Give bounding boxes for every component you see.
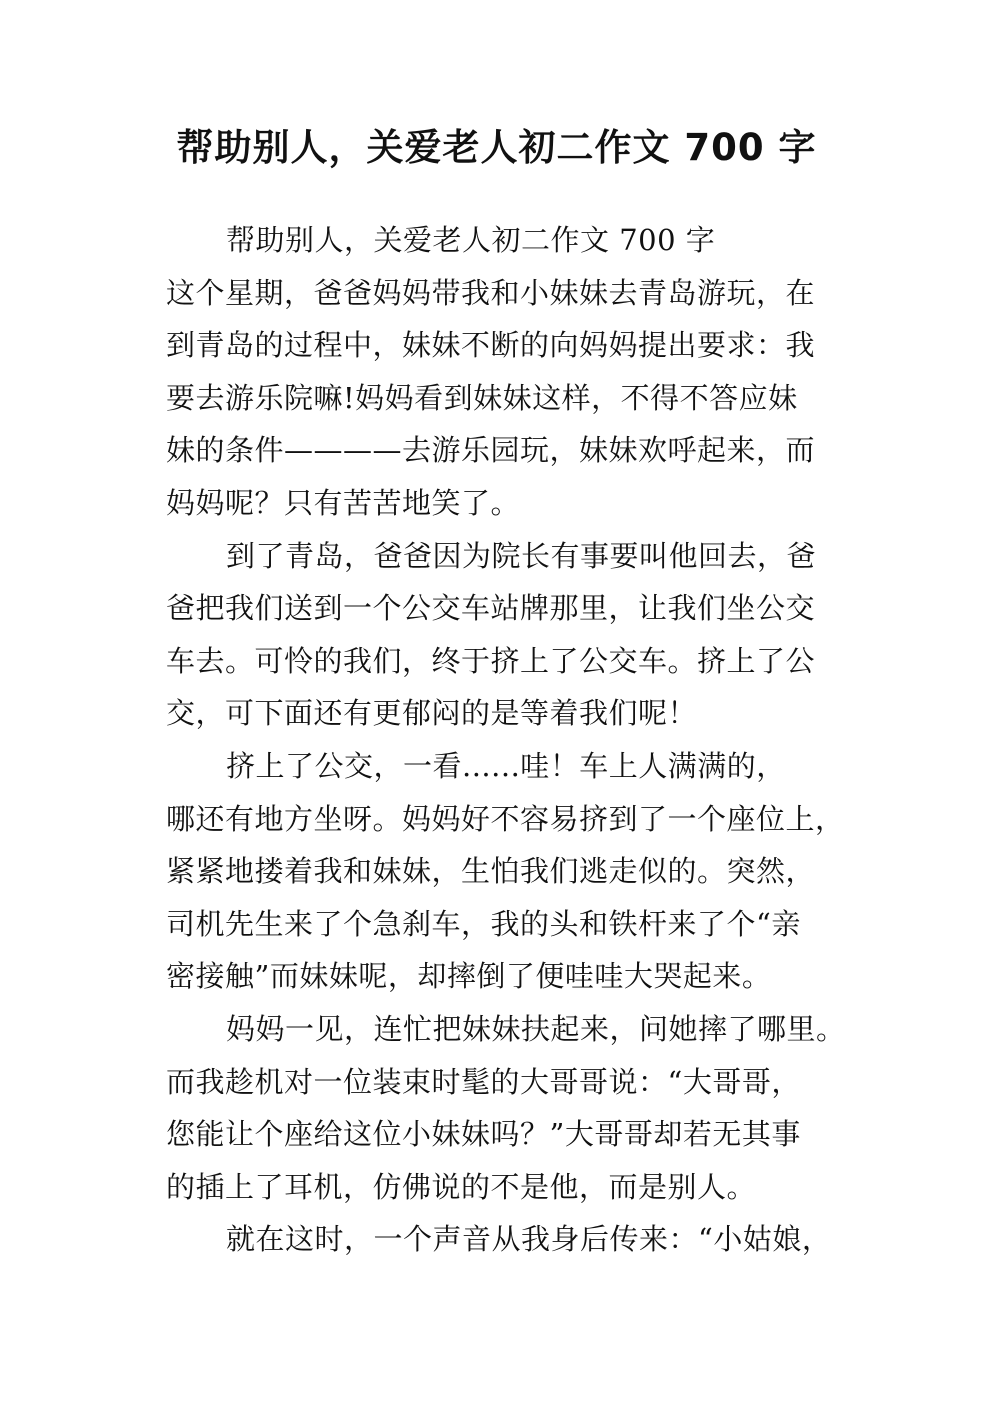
text-line: 司机先生来了个急刹车，我的头和铁杆来了个“亲 [166,906,801,941]
text-line: 紧紧地搂着我和妹妹，生怕我们逃走似的。突然， [166,854,816,889]
text-line: 到了青岛，爸爸因为院长有事要叫他回去，爸 [226,538,817,573]
text-line: 挤上了公交，一看......哇！车上人满满的， [226,748,786,783]
text-line: 车去。可怜的我们，终于挤上了公交车。挤上了公 [166,643,816,678]
text-line: 爸把我们送到一个公交车站牌那里，让我们坐公交 [166,591,816,626]
text-line: 帮助别人，关爱老人初二作文 700 字 [226,223,716,257]
text-line: 要去游乐院嘛!妈妈看到妹妹这样，不得不答应妹 [166,380,798,415]
text-line: 这个星期，爸爸妈妈带我和小妹妹去青岛游玩，在 [166,275,816,310]
text-line: 妈妈呢？只有苦苦地笑了。 [166,485,521,520]
text-line: 妈妈一见，连忙把妹妹扶起来，问她摔了哪里。 [226,1011,846,1046]
text-line: 您能让个座给这位小妹妹吗？”大哥哥却若无其事 [166,1117,801,1152]
text-line: 的插上了耳机，仿佛说的不是他，而是别人。 [166,1169,757,1204]
document-title: 帮助别人，关爱老人初二作文 700 字 [176,126,817,169]
document-body [166,214,846,1266]
text-line: 妹的条件————去游乐园玩，妹妹欢呼起来，而 [166,433,816,468]
text-line: 交，可下面还有更郁闷的是等着我们呢！ [166,696,698,731]
text-line: 而我趁机对一位装束时髦的大哥哥说：“大哥哥， [166,1064,801,1099]
text-line: 密接触”而妹妹呢，却摔倒了便哇哇大哭起来。 [166,959,772,994]
text-line: 就在这时，一个声音从我身后传来：“小姑娘， [226,1222,832,1257]
text-line: 到青岛的过程中，妹妹不断的向妈妈提出要求：我 [166,328,816,363]
text-line: 哪还有地方坐呀。妈妈好不容易挤到了一个座位上， [166,801,845,836]
